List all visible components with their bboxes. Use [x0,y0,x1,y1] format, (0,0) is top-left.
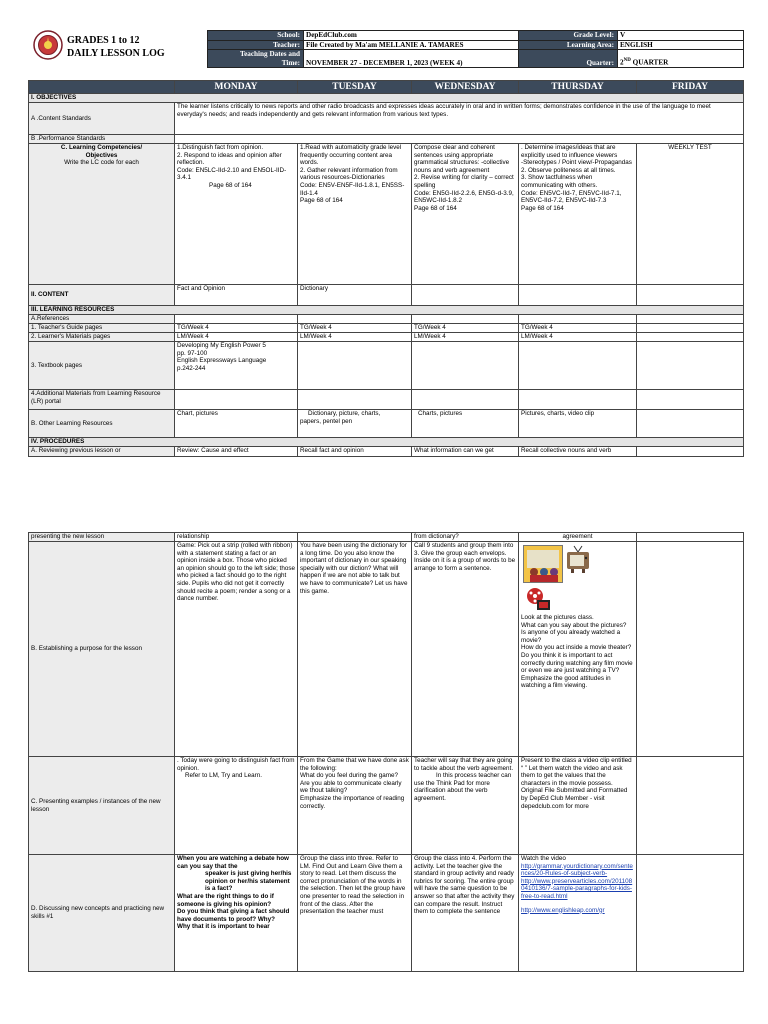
purpose-label: B. Establishing a purpose for the lesson [29,542,175,757]
discussing-label: D. Discussing new concepts and practicing new skills #1 [29,855,175,972]
presenting-label: C. Presenting examples / instances of the new lesson [29,757,175,855]
review-label: A. Reviewing previous lesson or [29,447,175,457]
grade-value: V [618,31,744,41]
grade-label: Grade Level: [519,31,618,41]
tg-tuesday: TG/Week 4 [298,324,412,333]
lm-thursday: LM/Week 4 [519,333,637,342]
tv-picture [565,544,591,574]
grammar-link[interactable]: http://grammar.yourdictionary.com/sentences/20-Rules-of-subject-verb- [521,862,633,878]
header-info-table [207,30,744,68]
competencies-label: C. Learning Competencies/ Objectives Write the LC code for each [29,144,175,285]
other-monday: Chart, pictures [175,410,298,438]
lm-monday: LM/Week 4 [175,333,298,342]
quarter-value: 2ND QUARTER [618,50,744,68]
dates-label: Teaching Dates and Time: [208,50,304,68]
day-tuesday: TUESDAY [298,81,412,94]
log-title: GRADES 1 to 12 DAILY LESSON LOG [67,35,165,59]
corner-cell [29,81,175,94]
purpose-thursday: Look at the pictures class. What can you say about the pictures? Is anyone of you already watched a movie? How do you act inside a movie theater? Do you think it is important to act correctly during watching any film movie or even we are just watching a TV? Emphasize the good attitudes in watching a film viewing. [519,542,637,757]
review-wednesday: What information can we get [412,447,519,457]
content-wednesday [412,285,519,306]
other-tuesday: Dictionary, picture, charts, papers, pentel pen [298,410,412,438]
school-label: School: [208,31,304,41]
lm-tuesday: LM/Week 4 [298,333,412,342]
preserve-articles-link[interactable]: http://www.preservearticles.com/2011080410136/7-sample-paragraphs-for-kids-free-to-read.html [521,877,633,900]
content-friday [637,285,744,306]
englishleap-link[interactable]: http://www.englishleap.com/gr [521,906,605,914]
content-monday: Fact and Opinion [175,285,298,306]
tg-monday: TG/Week 4 [175,324,298,333]
competencies-wednesday: Compose clear and coherent sentences using appropriate grammatical structures: -collective nouns and verb agreement 2. Revise writing for clarity – correct spelling Code: EN5G-IId-2.2.6, EN5G-d-3.9, EN5WC-IId-1.8.2 Page 68 of 164 [412,144,519,285]
review-tuesday: Recall fact and opinion [298,447,412,457]
review-thursday: Recall collective nouns and verb [519,447,637,457]
purpose-monday: Game: Pick out a strip (rolled with ribbon) with a statement stating a fact or an opinion inside a box. Those who picked an opinion should go to the left side; those who picked a fact should go to the right side. Pupils who did not get it correctly should recite a poem; render a song or a dance number. [175,542,298,757]
discussing-thursday: Watch the video http://grammar.yourdictionary.com/sentences/20-Rules-of-subject-verb- http://www.preservearticles.com/2011080410136/7-sample-paragraphs-for-kids-free-to-read.html http://www.englishleap.com/gr [519,855,637,972]
teacher-value: File Created by Ma'am MELLANIE A. TAMARES [304,40,519,50]
discussing-tuesday: Group the class into three. Refer to LM. Find Out and Learn Give them a story to read. Let them discuss the correct pronunciation of the words in the selection. Then let the group have one presenter to read the selection in front of the class. After the presentation the teacher must [298,855,412,972]
school-value: DepEdClub.com [304,31,519,41]
day-monday: MONDAY [175,81,298,94]
lesson-table-part1 [28,80,744,457]
day-friday: FRIDAY [637,81,744,94]
content-thursday [519,285,637,306]
competencies-monday: 1.Distinguish fact from opinion. 2. Respond to ideas and opinion after reflection. Code: EN5LC-IId-2.10 and EN5OL-IID-3.4.1 Page 68 of 164 [175,144,298,285]
deped-seal [33,30,63,60]
competencies-friday: WEEKLY TEST [637,144,744,285]
tg-thursday: TG/Week 4 [519,324,637,333]
review-monday: Review: Cause and effect [175,447,298,457]
lm-pages-label: 2. Learner's Materials pages [29,333,175,342]
additional-materials-label: 4.Additional Materials from Learning Resource (LR) portal [29,390,175,410]
review-label-cont: presenting the new lesson [29,533,175,542]
area-label: Learning Area: [519,40,618,50]
day-thursday: THURSDAY [519,81,637,94]
objectives-heading: I. OBJECTIVES [29,94,744,103]
purpose-tuesday: You have been using the dictionary for a long time. Do you also know the important of dictionary in our speaking specially with our diction? What will happen if we are not able to talk but we have to communicate? Let us have this game. [298,542,412,757]
performance-standards-label: B .Performance Standards [29,135,175,144]
presenting-thursday: Present to the class a video clip entitled “ ” Let them watch the video and ask them to get the values that the characters in the movie possess. Original File Submitted and Formatted by DepEd Club Member - visit depedclub.com for more [519,757,637,855]
other-thursday: Pictures, charts, video clip [519,410,637,438]
page-1 [0,0,768,470]
discussing-wednesday: Group the class into 4. Perform the activity. Let the teacher give the standard in group activity and ready rubrics for scoring. The entire group will have the same question to be answer so that after the activity they can compare the result. Instruct them to complete the sentence [412,855,519,972]
review-wednesday-cont: from dictionary? [412,533,519,542]
discussing-monday: When you are watching a debate how can you say that the speaker is just giving her/his opinion or her/his statement is a fact? What are the right things to do if someone is giving his opinion? Do you think that giving a fact should have documents to proof? Why? Why that it is important to hear [175,855,298,972]
competencies-tuesday: 1.Read with automaticity grade level frequently occurring content area words. 2. Gather relevant information from various resources-Dictionaries Code: EN5V-EN5F-IId-1.8.1, EN5SS-IId-1.4 Page 68 of 164 [298,144,412,285]
day-wednesday: WEDNESDAY [412,81,519,94]
presenting-wednesday: Teacher will say that they are going to tackle about the verb agreement. In this process teacher can use the Think Pad for more clarification about the verb agreement. [412,757,519,855]
procedures-heading: IV. PROCEDURES [29,438,744,447]
page-2 [0,520,768,1024]
teacher-label: Teacher: [208,40,304,50]
review-thursday-cont: agreement [519,533,637,542]
area-value: ENGLISH [618,40,744,50]
content-tuesday: Dictionary [298,285,412,306]
presenting-tuesday: From the Game that we have done ask the following: What do you feel during the game? Are you able to communicate clearly we thout talking? Emphasize the importance of reading correctly. [298,757,412,855]
movie-pictures [521,542,634,614]
lm-wednesday: LM/Week 4 [412,333,519,342]
film-reel-picture [525,586,551,612]
textbook-monday: Developing My English Power 5 pp. 97-100 English Expressways Language p.242-244 [175,342,298,390]
other-resources-label: B. Other Learning Resources [29,410,175,438]
tg-pages-label: 1. Teacher's Guide pages [29,324,175,333]
content-heading: II. CONTENT [29,285,175,306]
resources-heading: III. LEARNING RESOURCES [29,306,744,315]
presenting-monday: . Today were going to distinguish fact from opinion. Refer to LM, Try and Learn. [175,757,298,855]
content-standards-label: A .Content Standards [29,103,175,135]
review-monday-cont: relationship [175,533,298,542]
other-wednesday: Charts, pictures [412,410,519,438]
performance-standards-text [175,135,744,144]
content-standards-text: The learner listens critically to news reports and other radio broadcasts and expresses ideas accurately in oral and in written forms; demonstrates confidence in the use of the language to meet everyday's needs; and reads independently and gets relevant information from various text types. [175,103,744,135]
tg-wednesday: TG/Week 4 [412,324,519,333]
competencies-thursday: . Determine images/ideas that are explicitly used to influence viewers -Stereotypes / Point view/-Propagandas 2. Observe politeness at all times. 3. Show tactfulness when communicating with others. Code: EN5VC-IId-7, EN5VC-IId-7.1, EN5VC-IId-7.2, EN5VC-IId-7.3 Page 68 of 164 [519,144,637,285]
textbook-pages-label: 3. Textbook pages [29,342,175,390]
dates-value: NOVEMBER 27 - DECEMBER 1, 2023 (WEEK 4) [304,50,519,68]
cinema-audience-picture [523,545,563,583]
lesson-table-part2 [28,532,744,972]
references-label: A.References [29,315,175,324]
purpose-wednesday: Call 9 students and group them into 3. Give the group each envelops. Inside on it is a group of words to be arrange to form a sentence. [412,542,519,757]
quarter-label: Quarter: [519,50,618,68]
